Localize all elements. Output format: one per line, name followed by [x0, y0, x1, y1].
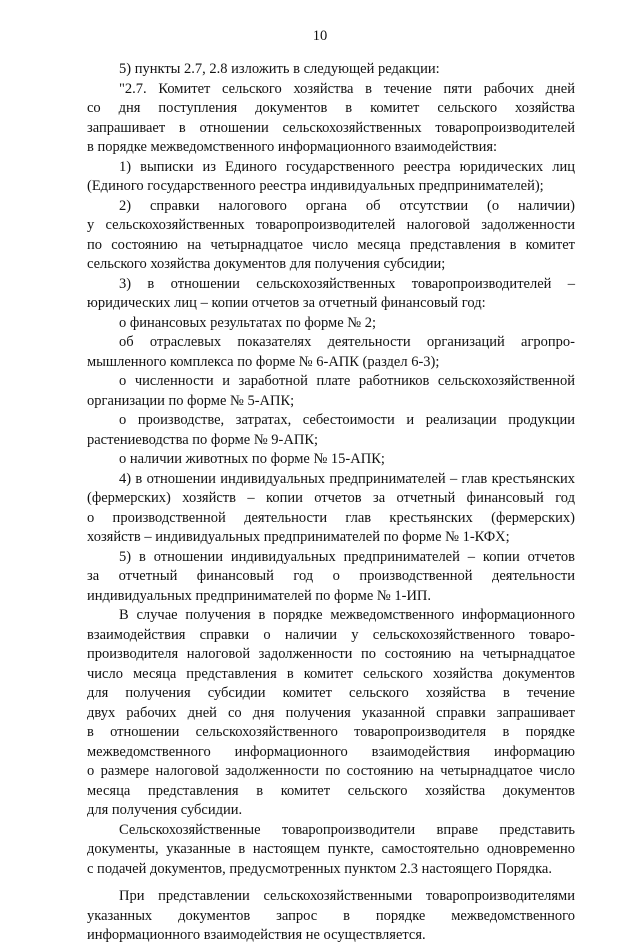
text-line: 4) в отношении индивидуальных предпринимателей – глав крестьянских	[119, 470, 575, 487]
text-line: для получения субсидии комитет сельского хозяйства в течение	[87, 685, 575, 701]
text-line: в отношении сельскохозяйственного товаропроизводителя в порядке	[87, 724, 575, 740]
text-line: "2.7. Комитет сельского хозяйства в течение пяти рабочих дней	[119, 80, 575, 97]
text-line: производителя налоговой задолженности по состоянию на четырнадцатое	[87, 646, 575, 662]
text-line: сельского хозяйства документов для получения субсидии;	[87, 256, 446, 272]
text-line: о наличии животных по форме № 15-АПК;	[119, 451, 385, 467]
text-line: В случае получения в порядке межведомственного информационного	[119, 607, 575, 623]
text-line: растениеводства по форме № 9-АПК;	[87, 431, 319, 448]
text-line: о производственной деятельности глав крестьянских (фермерских)	[87, 509, 575, 526]
text-line: по состоянию на четырнадцатое число месяца представления в комитет	[87, 236, 575, 253]
text-line: 2) справки налогового органа об отсутствии (о наличии)	[119, 197, 575, 214]
text-line: за отчетный финансовый год о производственной деятельности	[87, 568, 575, 584]
text-line: о финансовых результатах по форме № 2;	[119, 314, 377, 331]
text-line: о размере налоговой задолженности по состоянию на четырнадцатое число	[87, 763, 575, 779]
text-line: документы, указанные в настоящем пункте, самостоятельно одновременно	[87, 841, 575, 857]
text-line: межведомственного информационного взаимодействия информацию	[87, 743, 575, 760]
text-line: со дня поступления документов в комитет сельского хозяйства	[87, 100, 575, 116]
document-body	[87, 60, 575, 946]
text-line: взаимодействия справки о наличии у сельскохозяйственного товаро-	[87, 626, 575, 643]
text-line: юридических лиц – копии отчетов за отчетный финансовый год:	[87, 295, 486, 311]
text-line: об отраслевых показателях деятельности организаций агропро-	[119, 334, 575, 350]
text-line: Сельскохозяйственные товаропроизводители вправе представить	[119, 821, 575, 838]
text-line: в порядке межведомственного информационного взаимодействия:	[87, 139, 498, 155]
text-line: число месяца представления в комитет сельского хозяйства документов	[87, 665, 575, 682]
text-line: с подачей документов, предусмотренных пунктом 2.3 настоящего Порядка.	[87, 860, 552, 877]
text-line: запрашивает в отношении сельскохозяйственных товаропроизводителей	[87, 119, 575, 136]
text-line: 1) выписки из Единого государственного реестра юридических лиц	[119, 158, 575, 175]
text-line: месяца представления в комитет сельского хозяйства документов	[87, 782, 575, 799]
page-number: 10	[312, 28, 328, 44]
text-line: для получения субсидии.	[87, 802, 243, 818]
text-line: (фермерских) хозяйств – копии отчетов за отчетный финансовый год	[87, 490, 575, 506]
text-line: При представлении сельскохозяйственными товаропроизводителями	[119, 888, 575, 904]
text-line: 5) пункты 2.7, 2.8 изложить в следующей редакции:	[119, 61, 440, 77]
text-line: 5) в отношении индивидуальных предпринимателей – копии отчетов	[119, 548, 575, 565]
text-line: у сельскохозяйственных товаропроизводителей налоговой задолженности	[87, 217, 575, 233]
text-line: организации по форме № 5-АПК;	[87, 392, 295, 409]
text-line: 3) в отношении сельскохозяйственных товаропроизводителей –	[119, 275, 575, 292]
text-line: (Единого государственного реестра индивидуальных предпринимателей);	[87, 178, 544, 194]
text-line: хозяйств – индивидуальных предпринимателей по форме № 1-КФХ;	[87, 529, 510, 545]
text-line: указанных документов запрос в порядке межведомственного	[87, 907, 575, 924]
text-line: о численности и заработной плате работников сельскохозяйственной	[119, 373, 575, 389]
text-line: двух рабочих дней со дня получения указанной справки запрашивает	[87, 704, 575, 721]
text-line: мышленного комплекса по форме № 6-АПК (раздел 6-3);	[87, 353, 440, 370]
text-line: о производстве, затратах, себестоимости и реализации продукции	[119, 412, 575, 428]
text-line: информационного взаимодействия не осуществляется.	[87, 927, 426, 943]
text-line: индивидуальных предпринимателей по форме № 1-ИП.	[87, 587, 432, 604]
paragraph-gap	[87, 879, 575, 887]
